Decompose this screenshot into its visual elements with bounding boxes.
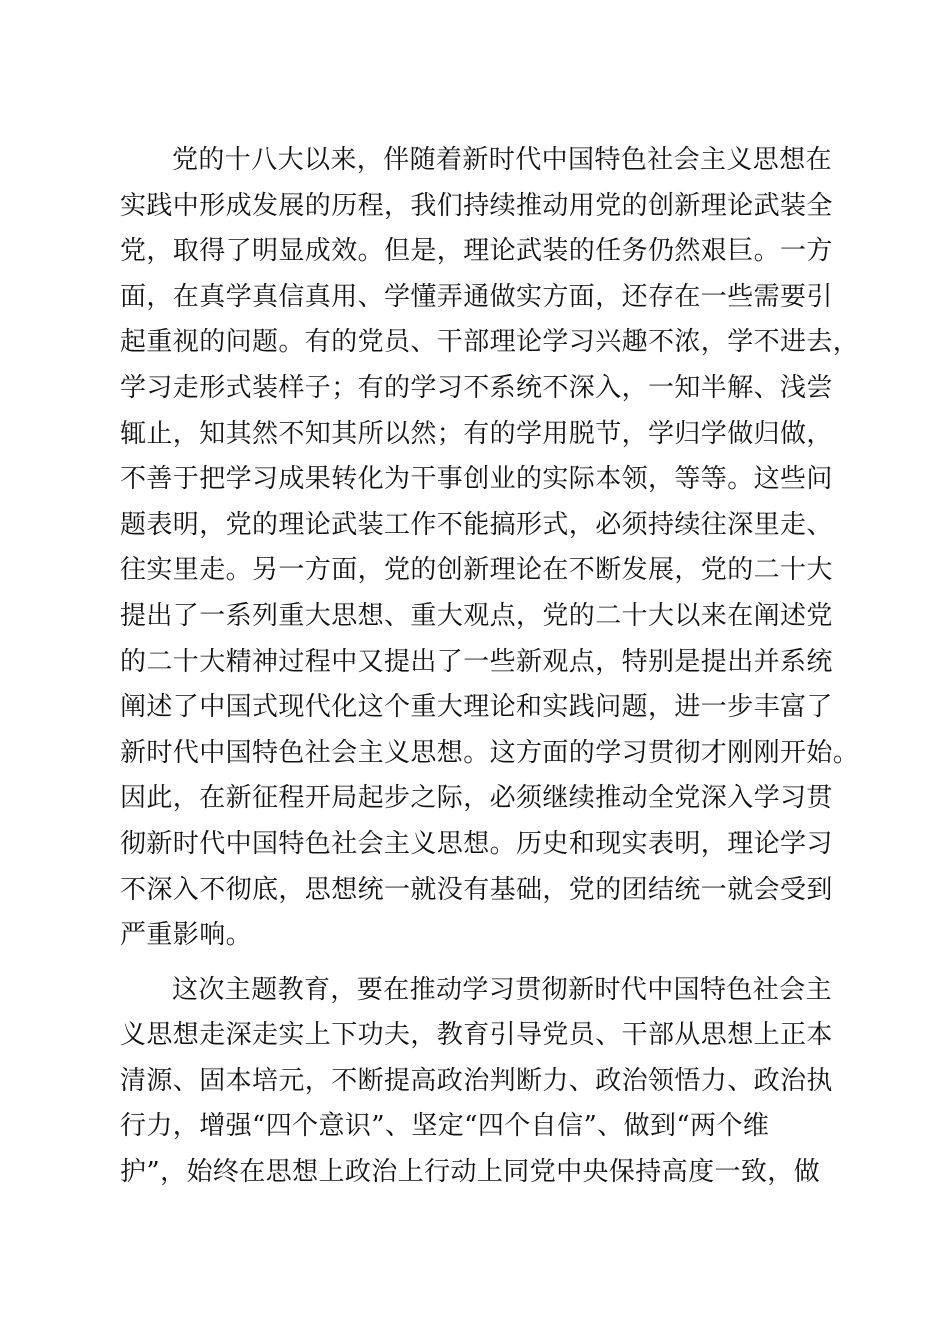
text-line: 的二十大精神过程中又提出了一些新观点，特别是提出并系统 [120,646,833,677]
text-line: 党，取得了明显成效。但是，理论武装的任务仍然艰巨。一方 [120,236,833,267]
text-line: 辄止，知其然不知其所以然；有的学用脱节，学归学做归做， [120,418,833,449]
text-line: 义思想走深走实上下功夫，教育引导党员、干部从思想上正本 [120,1020,833,1051]
text-line: 面，在真学真信真用、学懂弄通做实方面，还存在一些需要引 [120,281,833,312]
text-line: 清源、固本培元，不断提高政治判断力、政治领悟力、政治执 [120,1065,833,1096]
document-body [120,138,860,1196]
text-line: 往实里走。另一方面，党的创新理论在不断发展，党的二十大 [120,555,833,586]
text-line: 因此，在新征程开局起步之际，必须继续推动全党深入学习贯 [120,783,833,814]
text-line: 提出了一系列重大思想、重大观点，党的二十大以来在阐述党 [120,600,833,631]
paragraph-1 [120,138,860,959]
text-line: 学习走形式装样子；有的学习不系统不深入，一知半解、浅尝 [120,372,833,403]
text-line: 护”，始终在思想上政治上行动上同党中央保持高度一致，做 [120,1157,821,1188]
text-line: 起重视的问题。有的党员、干部理论学习兴趣不浓，学不进去， [120,327,860,358]
text-line: 新时代中国特色社会主义思想。这方面的学习贯彻才刚刚开始。 [120,737,860,768]
text-line: 严重影响。 [120,920,253,951]
paragraph-gap [120,959,840,968]
text-line: 阐述了中国式现代化这个重大理论和实践问题，进一步丰富了 [120,692,833,723]
text-line: 题表明，党的理论武装工作不能搞形式，必须持续往深里走、 [120,509,833,540]
text-line: 彻新时代中国特色社会主义思想。历史和现实表明，理论学习 [120,828,833,859]
text-line: 这次主题教育，要在推动学习贯彻新时代中国特色社会主 [172,974,833,1005]
text-line: 实践中形成发展的历程，我们持续推动用党的创新理论武装全 [120,190,833,221]
text-line: 党的十八大以来，伴随着新时代中国特色社会主义思想在 [172,145,833,175]
text-line: 不深入不彻底，思想统一就没有基础，党的团结统一就会受到 [120,874,833,905]
paragraph-2 [120,968,840,1196]
text-line: 行力，增强“四个意识”、坚定“四个自信”、做到“两个维 [120,1111,770,1142]
text-line: 不善于把学习成果转化为干事创业的实际本领，等等。这些问 [120,464,833,495]
